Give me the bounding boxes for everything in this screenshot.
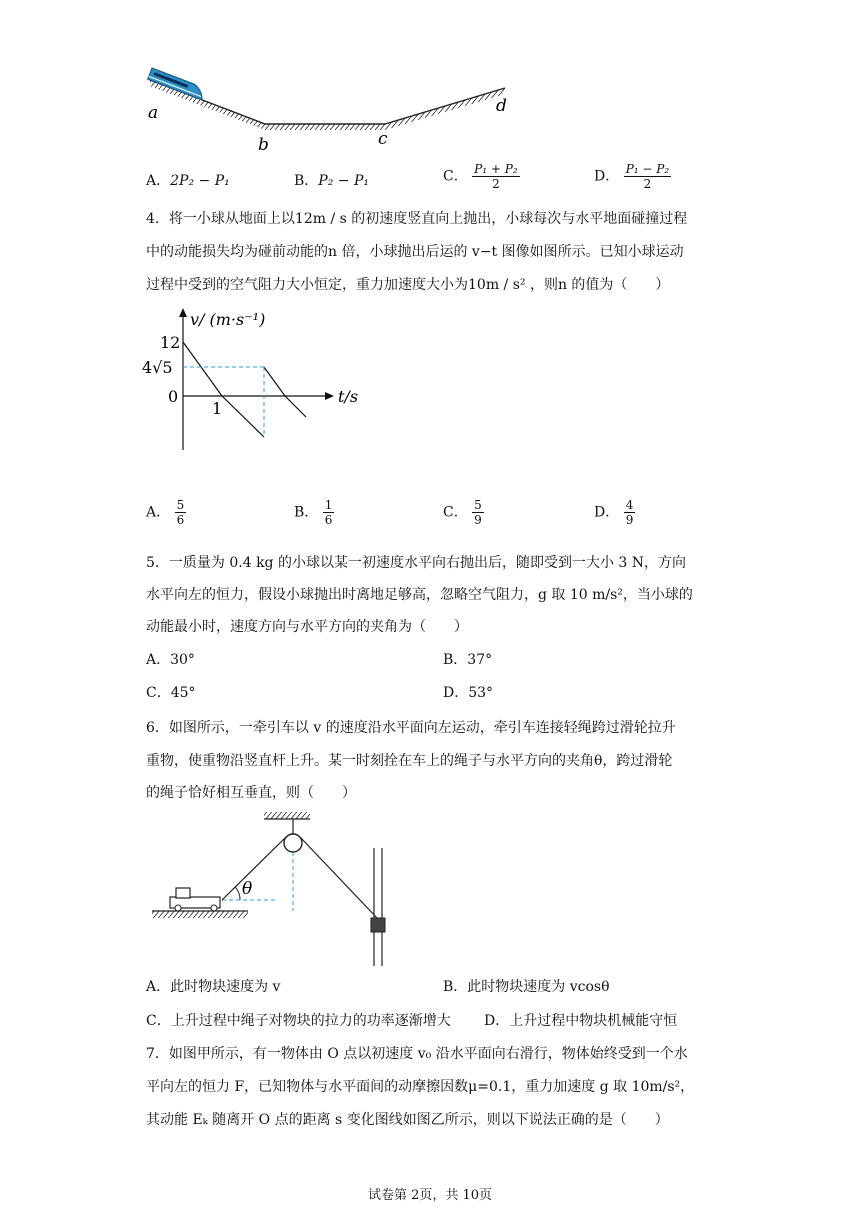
rope-to-block <box>300 837 378 919</box>
track-label-b: b <box>258 135 269 154</box>
q4-option-b: B． $\frac{1}{6}$ <box>294 498 333 527</box>
q5-line-2: 水平向左的恒力，假设小球抛出时离地足够高，忽略空气阻力，g 取 10 m/s²，当小球的 <box>146 587 693 603</box>
truck-icon <box>170 888 220 911</box>
q6-line-3: 的绳子恰好相互垂直，则（ ） <box>146 785 356 801</box>
track-label-d: d <box>496 96 507 116</box>
q5-option-a: A．30° <box>146 652 195 668</box>
x-axis-label: t/s <box>338 387 359 406</box>
q6-option-c: C．上升过程中绳子对物块的拉力的功率逐渐增大 <box>146 1013 451 1029</box>
q5-option-c: C．45° <box>146 685 196 701</box>
q7-line-2: 平向左的恒力 F，已知物体与水平面间的动摩擦因数μ=0.1，重力加速度 g 取 10m/s²， <box>146 1079 695 1095</box>
q3-option-c: C． $\frac{\text{P₁ + P₂}}{2}$ <box>443 162 518 191</box>
q6-option-a: A．此时物块速度为 v <box>146 979 281 995</box>
block <box>371 918 385 932</box>
pulley-figure <box>140 808 400 968</box>
q6-line-1: 6．如图所示，一牵引车以 v 的速度沿水平面向左运动，牵引车连接轻绳跨过滑轮拉升 <box>146 720 676 736</box>
segment-up <box>183 342 222 396</box>
q4-option-d: D． $\frac{4}{9}$ <box>594 498 634 527</box>
q5-option-d: D．53° <box>443 685 494 701</box>
q4-option-a: A． $\frac{5}{6}$ <box>146 498 185 527</box>
segment-rebound <box>264 367 285 396</box>
q5-option-b: B．37° <box>443 652 493 668</box>
q4-line-2: 中的动能损失均为碰前动能的n 倍，小球抛出后运的 v−t 图像如图所示。已知小球运动 <box>146 244 684 260</box>
origin-label: 0 <box>168 387 179 406</box>
q6-option-d: D．上升过程中物块机械能守恒 <box>484 1013 678 1029</box>
q7-line-3: 其动能 Eₖ 随离开 O 点的距离 s 变化图线如图乙所示，则以下说法正确的是（ ） <box>146 1112 669 1128</box>
q4-option-c: C． $\frac{5}{9}$ <box>443 498 482 527</box>
q5-line-3: 动能最小时，速度方向与水平方向的夹角为（ ） <box>146 619 468 635</box>
q7-line-1: 7．如图甲所示，有一物体由 O 点以初速度 v₀ 沿水平面向右滑行，物体始终受到一个水 <box>146 1046 688 1062</box>
y-tick-12: 12 <box>160 333 181 352</box>
q4-line-3: 过程中受到的空气阻力大小恒定，重力加速度大小为10m / s² ，则n 的值为（ ） <box>146 277 670 293</box>
track-label-a: a <box>148 103 159 123</box>
q3-option-d: D． $\frac{\text{P₁ − P₂}}{2}$ <box>594 162 670 191</box>
q3-option-a: A．2P₂ − P₁ <box>146 173 230 189</box>
q4-line-1: 4．将一小球从地面上以12m / s 的初速度竖直向上抛出，小球每次与水平地面碰撞过程 <box>146 211 688 227</box>
page-footer: 试卷第 2页，共 10页 <box>367 1188 493 1203</box>
q6-line-2: 重物，使重物沿竖直杆上升。某一时刻拴在车上的绳子与水平方向的夹角θ，跨过滑轮 <box>146 753 673 769</box>
y-tick-4r5: 4√5 <box>142 358 173 377</box>
q5-line-1: 5．一质量为 0.4 kg 的小球以某一初速度水平向右抛出后，随即受到一大小 3 N，方向 <box>146 555 687 571</box>
q6-option-b: B．此时物块速度为 vcosθ <box>443 979 610 995</box>
track-label-c: c <box>378 129 388 149</box>
segment-rebound-fall <box>285 396 306 417</box>
y-axis-label: v/ (m·s⁻¹) <box>190 310 266 329</box>
theta-label: θ <box>242 879 253 899</box>
vt-graph <box>140 305 360 455</box>
rope-to-truck <box>222 836 287 900</box>
segment-fall <box>222 396 264 437</box>
track-figure <box>140 64 520 154</box>
q3-option-b: B．P₂ − P₁ <box>294 173 369 189</box>
x-tick-1: 1 <box>212 399 223 418</box>
